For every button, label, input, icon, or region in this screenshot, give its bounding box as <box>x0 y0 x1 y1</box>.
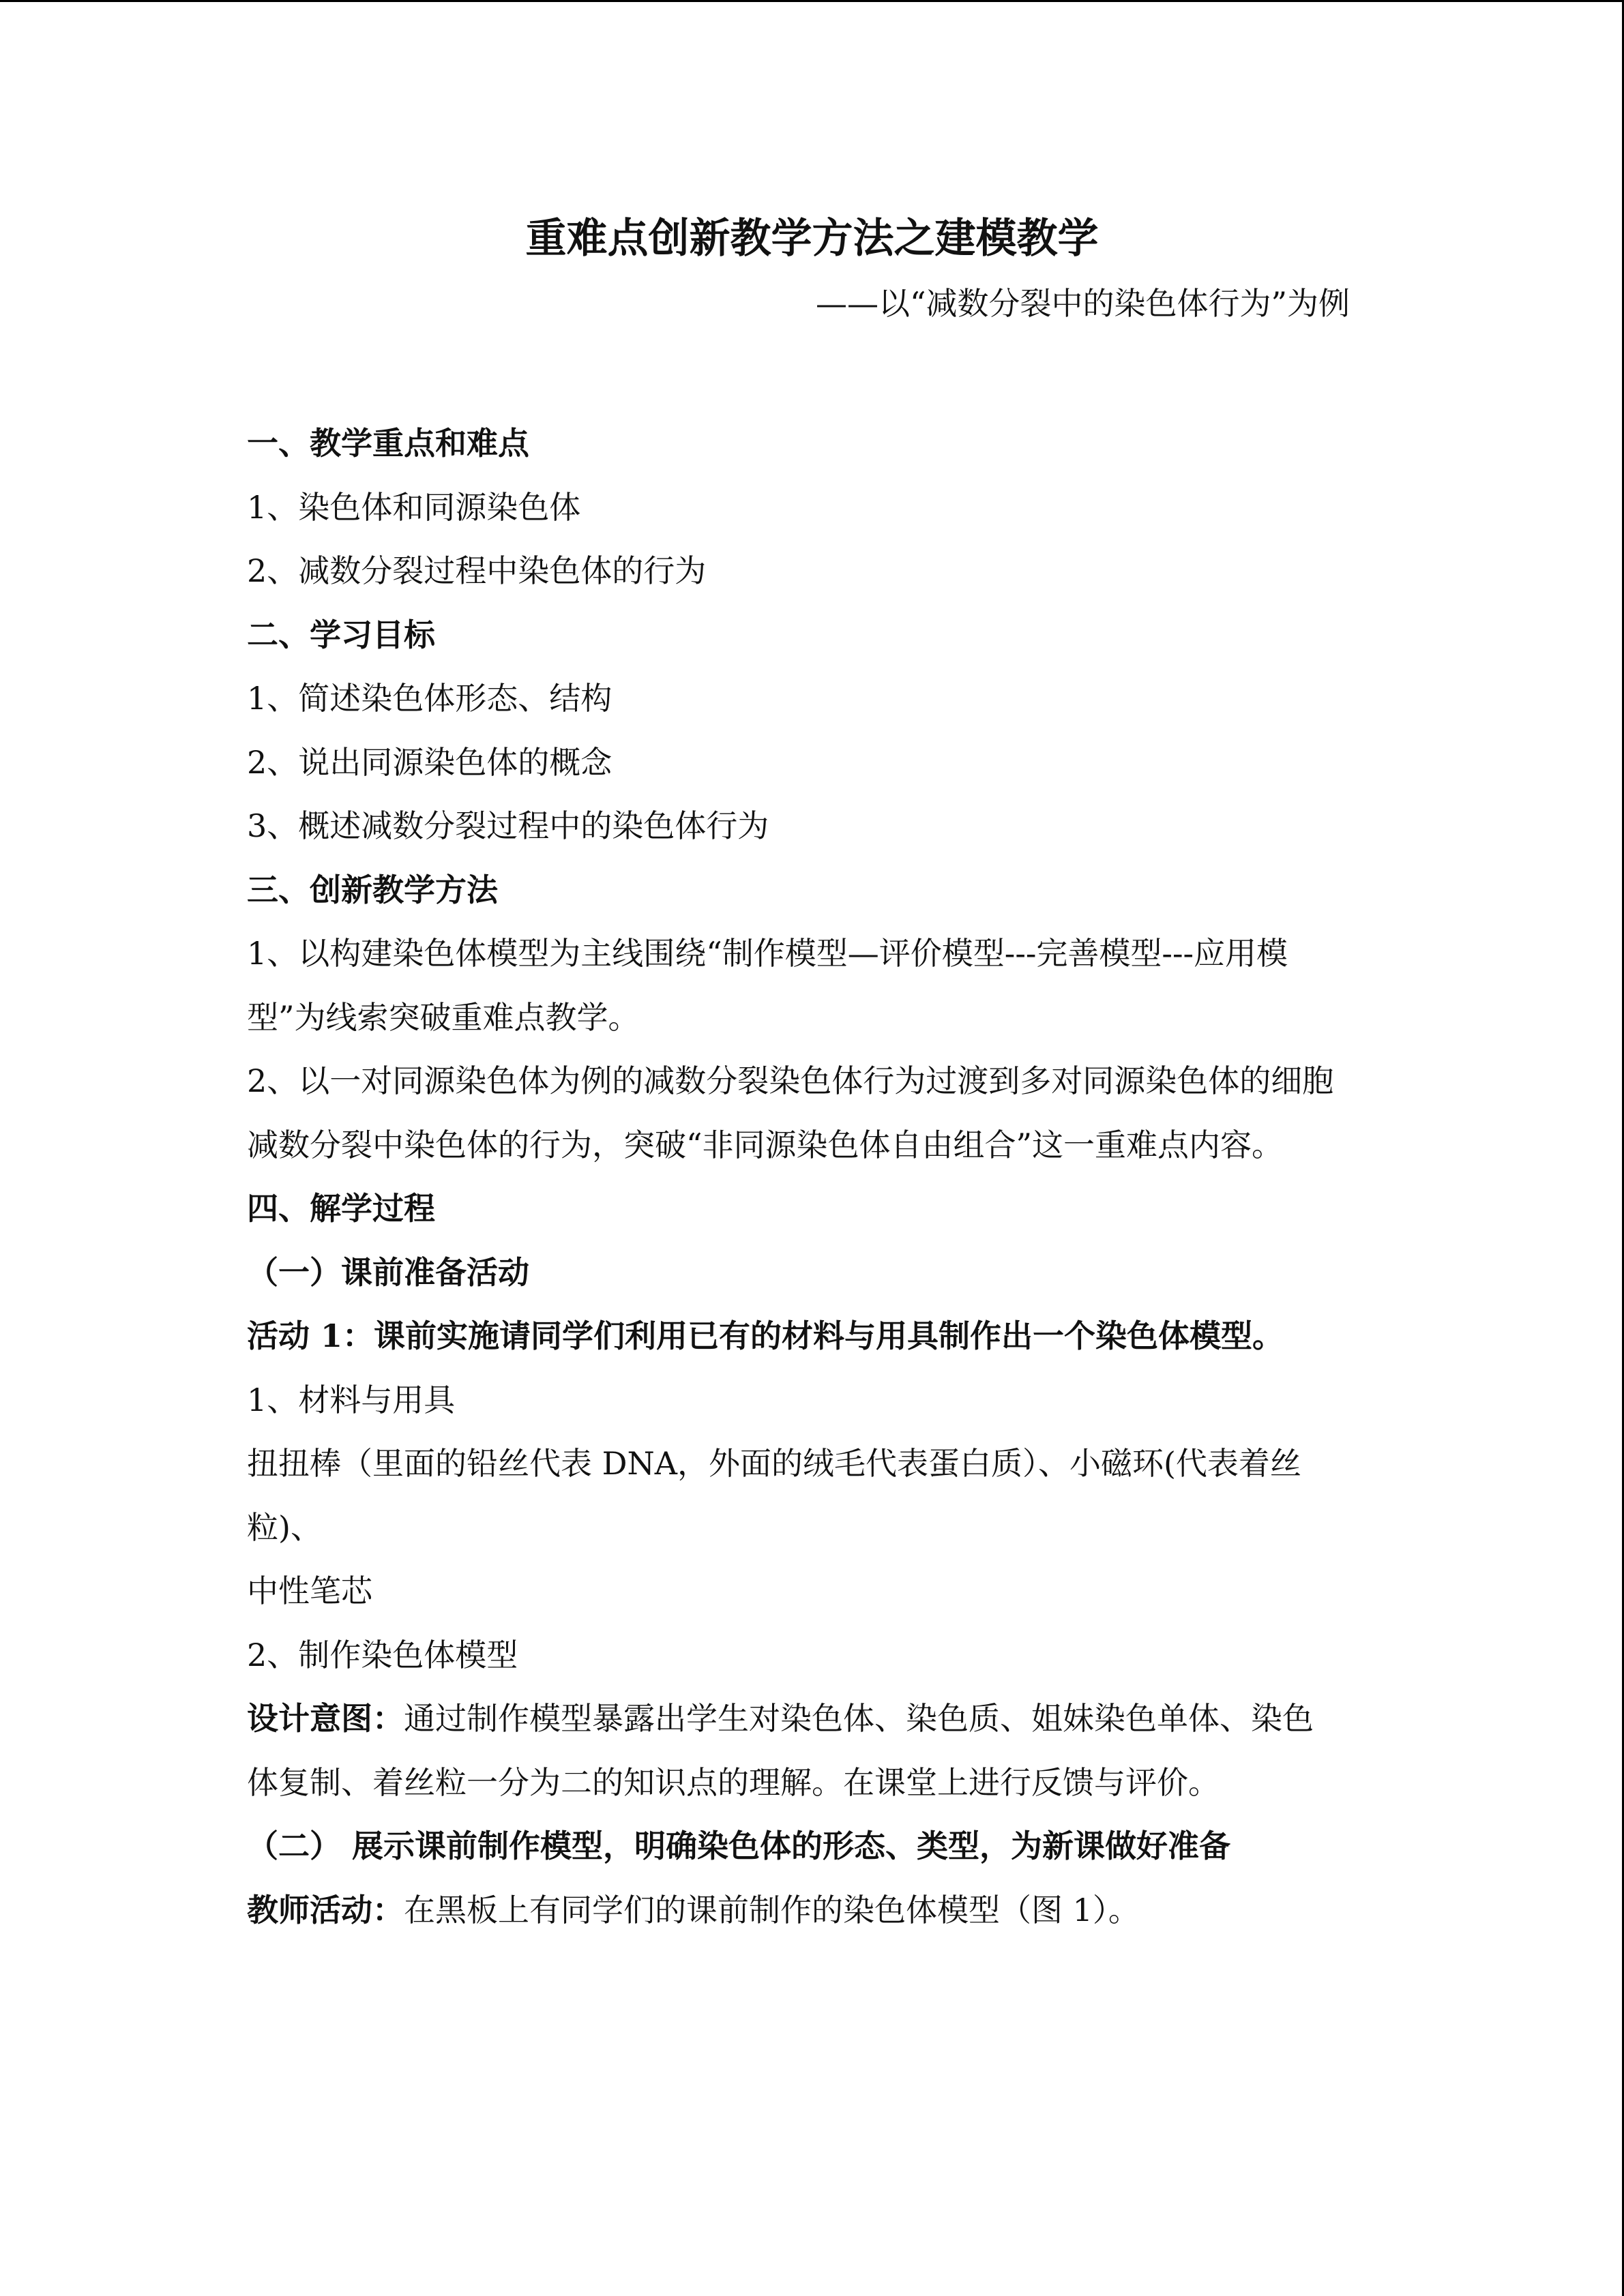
paragraph-line: 型”为线索突破重难点教学。 <box>247 998 640 1036</box>
design-intent-label: 设计意图： <box>247 1700 404 1737</box>
teacher-activity-line: 教师活动：在黑板上有同学们的课前制作的染色体模型（图 1）。 <box>247 1891 1140 1928</box>
design-intent-line: 设计意图：通过制作模型暴露出学生对染色体、染色质、姐妹染色单体、染色 <box>247 1700 1314 1737</box>
document-body <box>247 412 1379 1942</box>
paragraph-line: 1、染色体和同源染色体 <box>247 488 581 526</box>
page-border-top <box>0 0 1624 2</box>
paragraph-line: 2、制作染色体模型 <box>247 1636 518 1673</box>
teacher-activity-label: 教师活动： <box>247 1891 404 1928</box>
document-subtitle: ——以“减数分裂中的染色体行为”为例 <box>815 285 1350 322</box>
section-heading: 三、创新教学方法 <box>247 871 498 908</box>
paragraph-line: 2、说出同源染色体的概念 <box>247 743 612 781</box>
paragraph-line: 扭扭棒（里面的铅丝代表 DNA，外面的绒毛代表蛋白质）、小磁环(代表着丝 <box>247 1445 1301 1482</box>
paragraph-line: 2、减数分裂过程中染色体的行为 <box>247 552 707 589</box>
paragraph-line: 1、材料与用具 <box>247 1381 456 1418</box>
section-heading: 四、解学过程 <box>247 1190 435 1227</box>
paragraph-line: 1、以构建染色体模型为主线围绕“制作模型—评价模型---完善模型---应用模 <box>247 935 1288 972</box>
paragraph-line: 3、概述减数分裂过程中的染色体行为 <box>247 807 769 844</box>
subsection-heading: （二） 展示课前制作模型，明确染色体的形态、类型，为新课做好准备 <box>247 1828 1231 1864</box>
paragraph-line: 1、简述染色体形态、结构 <box>247 680 612 717</box>
subsection-heading: （一）课前准备活动 <box>247 1253 529 1291</box>
document-title: 重难点创新教学方法之建模教学 <box>525 215 1099 263</box>
paragraph-line: 2、以一对同源染色体为例的减数分裂染色体行为过渡到多对同源染色体的细胞 <box>247 1062 1334 1099</box>
paragraph-line: 减数分裂中染色体的行为，突破“非同源染色体自由组合”这一重难点内容。 <box>247 1126 1284 1163</box>
section-heading: 二、学习目标 <box>247 616 435 653</box>
paragraph-line: 粒)、 <box>247 1508 322 1546</box>
activity-heading: 活动 1：课前实施请同学们利用已有的材料与用具制作出一个染色体模型。 <box>247 1317 1284 1354</box>
section-heading: 一、教学重点和难点 <box>247 425 529 462</box>
paragraph-line: 中性笔芯 <box>247 1572 372 1609</box>
paragraph-line: 体复制、着丝粒一分为二的知识点的理解。在课堂上进行反馈与评价。 <box>247 1763 1220 1801</box>
